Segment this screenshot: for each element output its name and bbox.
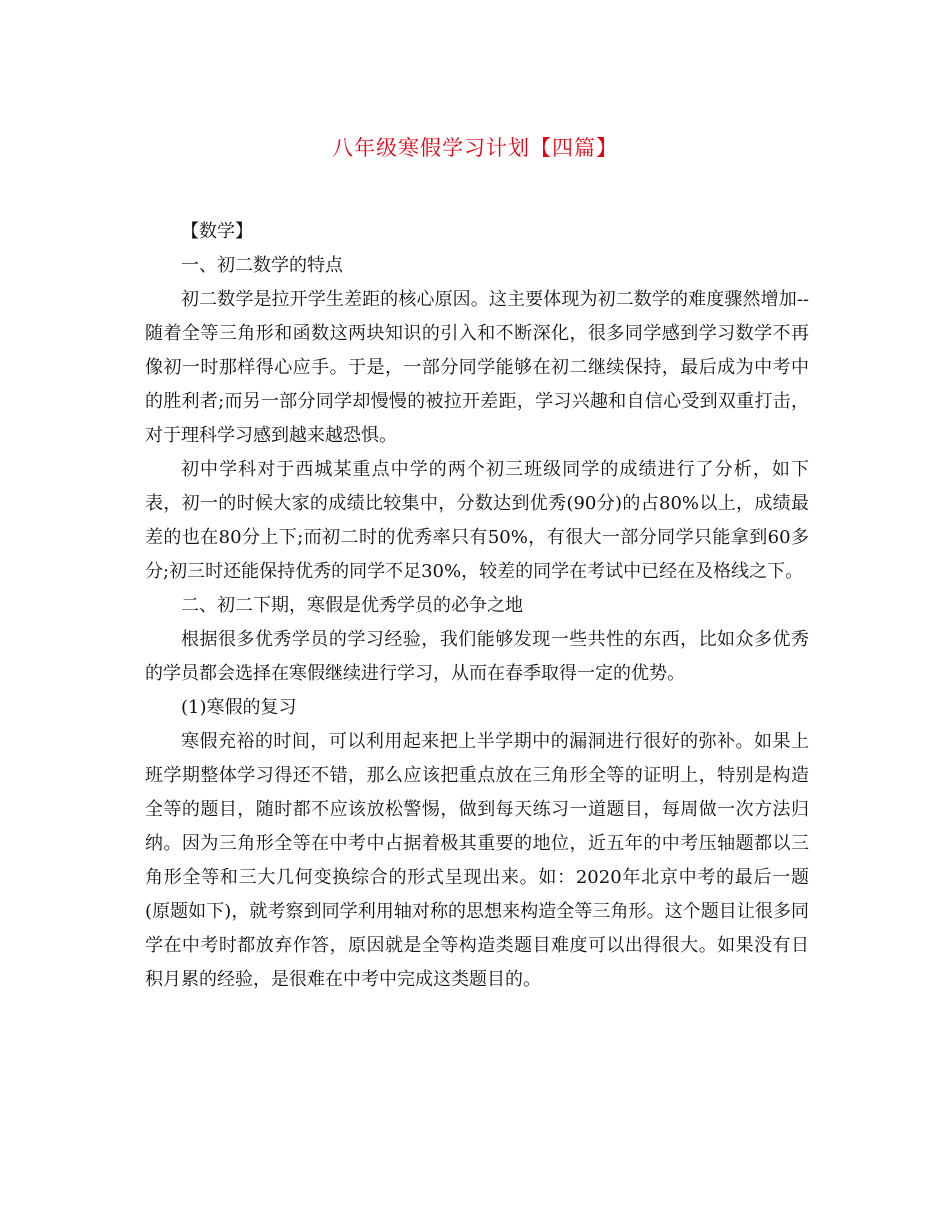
body-paragraph: 初中学科对于西城某重点中学的两个初三班级同学的成绩进行了分析，如下表，初一的时候大家的成绩比较集中，分数达到优秀(90分)的占80%以上，成绩最差的也在80分上下;而初二时的优秀率只有50%，有很大一部分同学只能拿到60多分;初三时还能保持优秀的同学不足30%，较差的同学在考试中已经在及格线之下。 [145, 459, 809, 582]
subheading-winter-break: 二、初二下期，寒假是优秀学员的必争之地 [181, 595, 523, 616]
body-paragraph: 初二数学是拉开学生差距的核心原因。这主要体现为初二数学的难度骤然增加--随着全等三角形和函数这两块知识的引入和不断深化，很多同学感到学习数学不再像初一时那样得心应手。于是，一部分同学能够在初二继续保持，最后成为中考中的胜利者;而另一部分同学却慢慢的被拉开差距，学习兴趣和自信心受到双重打击，对于理科学习感到越来越恐惧。 [145, 289, 809, 446]
subheading-characteristics: 一、初二数学的特点 [181, 255, 343, 276]
document-body [145, 215, 809, 997]
body-paragraph: 寒假充裕的时间，可以利用起来把上半学期中的漏洞进行很好的弥补。如果上班学期整体学习得还不错，那么应该把重点放在三角形全等的证明上，特别是构造全等的题目，随时都不应该放松警惕，做到每天练习一道题目，每周做一次方法归纳。因为三角形全等在中考中占据着极其重要的地位，近五年的中考压轴题都以三角形全等和三大几何变换综合的形式呈现出来。如：2020年北京中考的最后一题(原题如下)，就考察到同学利用轴对称的思想来构造全等三角形。这个题目让很多同学在中考时都放弃作答，原因就是全等构造类题目难度可以出得很大。如果没有日积月累的经验，是很难在中考中完成这类题目的。 [145, 731, 809, 990]
body-paragraph: 根据很多优秀学员的学习经验，我们能够发现一些共性的东西，比如众多优秀的学员都会选择在寒假继续进行学习，从而在春季取得一定的优势。 [145, 629, 809, 684]
section-heading-math: 【数学】 [181, 221, 253, 242]
document-title: 八年级寒假学习计划【四篇】 [332, 136, 618, 160]
subheading-review: (1)寒假的复习 [181, 697, 297, 718]
